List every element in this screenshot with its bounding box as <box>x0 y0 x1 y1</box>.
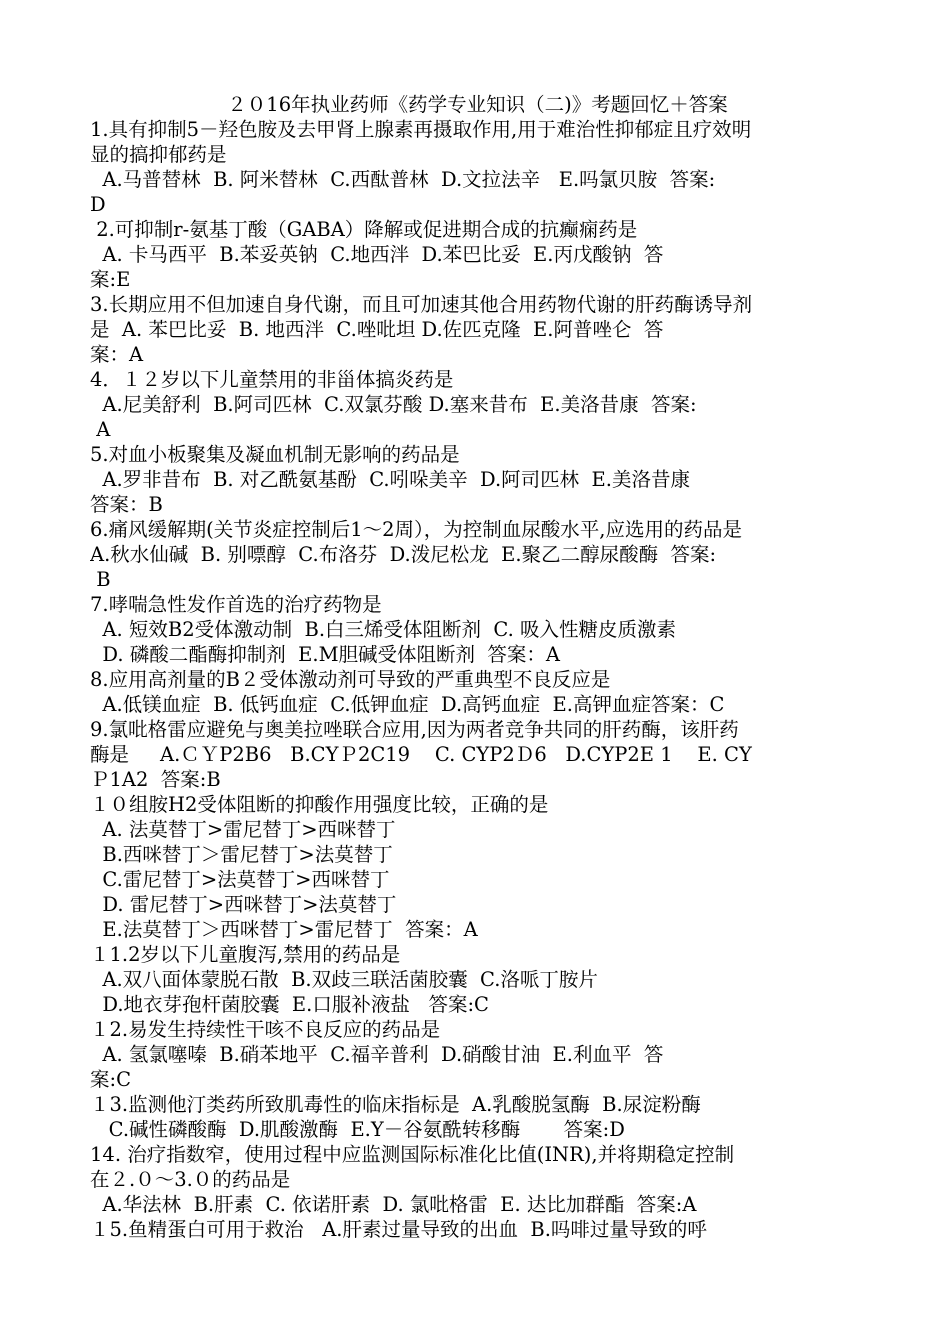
text-line: １０组胺H2受体阻断的抑酸作用强度比较，正确的是 <box>90 793 549 816</box>
text-line: A.华法林 B.肝素 C. 依诺肝素 D. 氯吡格雷 E. 达比加群酯 答案:A <box>90 1193 697 1216</box>
text-line: 酶是 A.ＣＹP2B6 B.CYＰ2C19 C. CYP2Ｄ6 D.CYP2E 1 E. CY <box>90 743 752 766</box>
text-line: D <box>90 193 106 216</box>
text-line: A. 法莫替丁>雷尼替丁>西咪替丁 <box>90 818 396 841</box>
text-line: Ｐ1A2 答案:B <box>90 768 221 791</box>
text-line: 案：A <box>90 343 144 366</box>
document-page <box>90 92 865 1242</box>
text-line: E.法莫替丁＞西咪替丁>雷尼替丁 答案：A <box>90 918 478 941</box>
text-line: D. 雷尼替丁>西咪替丁>法莫替丁 <box>90 893 397 916</box>
document-body <box>90 117 865 1242</box>
text-line: 6.痛风缓解期(关节炎症控制后1～2周），为控制血尿酸水平,应选用的药品是 <box>90 518 742 541</box>
text-line: １5.鱼精蛋白可用于救治 A.肝素过量导致的出血 B.吗啡过量导致的呼 <box>90 1218 707 1241</box>
text-line: C.碱性磷酸酶 D.肌酸激酶 E.Y－谷氨酰转移酶 答案:D <box>90 1118 625 1141</box>
text-line: A <box>90 418 111 441</box>
text-line: 4．１２岁以下儿童禁用的非甾体搞炎药是 <box>90 368 454 391</box>
text-line: B <box>90 568 111 591</box>
text-line: A. 氢氯噻嗪 B.硝苯地平 C.福辛普利 D.硝酸甘油 E.利血平 答 <box>90 1043 664 1066</box>
text-line: A.双八面体蒙脱石散 B.双歧三联活菌胶囊 C.洛哌丁胺片 <box>90 968 598 991</box>
text-line: 案:C <box>90 1068 131 1091</box>
text-line: D.地衣芽孢杆菌胶囊 E.口服补液盐 答案:C <box>90 993 489 1016</box>
text-line: １2.易发生持续性干咳不良反应的药品是 <box>90 1018 441 1041</box>
text-line: １3.监测他汀类药所致肌毒性的临床指标是 A.乳酸脱氢酶 B.尿淀粉酶 <box>90 1093 701 1116</box>
text-line: A.低镁血症 B. 低钙血症 C.低钾血症 D.高钙血症 E.高钾血症答案：C <box>90 693 725 716</box>
text-line: A. 卡马西平 B.苯妥英钠 C.地西泮 D.苯巴比妥 E.丙戊酸钠 答 <box>90 243 664 266</box>
text-line: 14. 治疗指数窄，使用过程中应监测国际标准化比值(INR),并将期稳定控制 <box>90 1143 735 1166</box>
text-line: １1.2岁以下儿童腹泻,禁用的药品是 <box>90 943 401 966</box>
text-line: 1.具有抑制5－羟色胺及去甲肾上腺素再摄取作用,用于难治性抑郁症且疗效明 <box>90 118 752 141</box>
text-line: 是 A. 苯巴比妥 B. 地西泮 C.唑吡坦 D.佐匹克隆 E.阿普唑仑 答 <box>90 318 664 341</box>
text-line: A.秋水仙碱 B. 别嘌醇 C.布洛芬 D.泼尼松龙 E.聚乙二醇尿酸酶 答案: <box>90 543 717 566</box>
document-title: ２０16年执业药师《药学专业知识（二)》考题回忆＋答案 <box>227 93 728 116</box>
text-line: C.雷尼替丁>法莫替丁>西咪替丁 <box>90 868 390 891</box>
text-line: 案:E <box>90 268 131 291</box>
text-line: A.尼美舒利 B.阿司匹林 C.双氯芬酸 D.塞来昔布 E.美洛昔康 答案: <box>90 393 697 416</box>
text-line: A.罗非昔布 B. 对乙酰氨基酚 C.吲哚美辛 D.阿司匹林 E.美洛昔康 <box>90 468 690 491</box>
text-line: 8.应用高剂量的B２受体激动剂可导致的严重典型不良反应是 <box>90 668 611 691</box>
text-line: 在２.０～3.０的药品是 <box>90 1168 291 1191</box>
text-line: 显的搞抑郁药是 <box>90 143 227 166</box>
text-line: 答案：B <box>90 493 163 516</box>
text-line: A.马普替林 B. 阿米替林 C.西酞普林 D.文拉法辛 E.吗氯贝胺 答案: <box>90 168 716 191</box>
text-line: 2.可抑制r-氨基丁酸（GABA）降解或促进期合成的抗癫痫药是 <box>90 218 638 241</box>
text-line: B.西咪替丁＞雷尼替丁>法莫替丁 <box>90 843 393 866</box>
text-line: 3.长期应用不但加速自身代谢，而且可加速其他合用药物代谢的肝药酶诱导剂 <box>90 293 753 316</box>
text-line: D. 磷酸二酯酶抑制剂 E.M胆碱受体阻断剂 答案：A <box>90 643 561 666</box>
text-line: 7.哮喘急性发作首选的治疗药物是 <box>90 593 382 616</box>
text-line: A. 短效B2受体激动制 B.白三烯受体阻断剂 C. 吸入性糖皮质激素 <box>90 618 677 641</box>
text-line: 5.对血小板聚集及凝血机制无影响的药品是 <box>90 443 460 466</box>
text-line: 9.氯吡格雷应避免与奥美拉唑联合应用,因为两者竞争共同的肝药酶，该肝药 <box>90 718 739 741</box>
